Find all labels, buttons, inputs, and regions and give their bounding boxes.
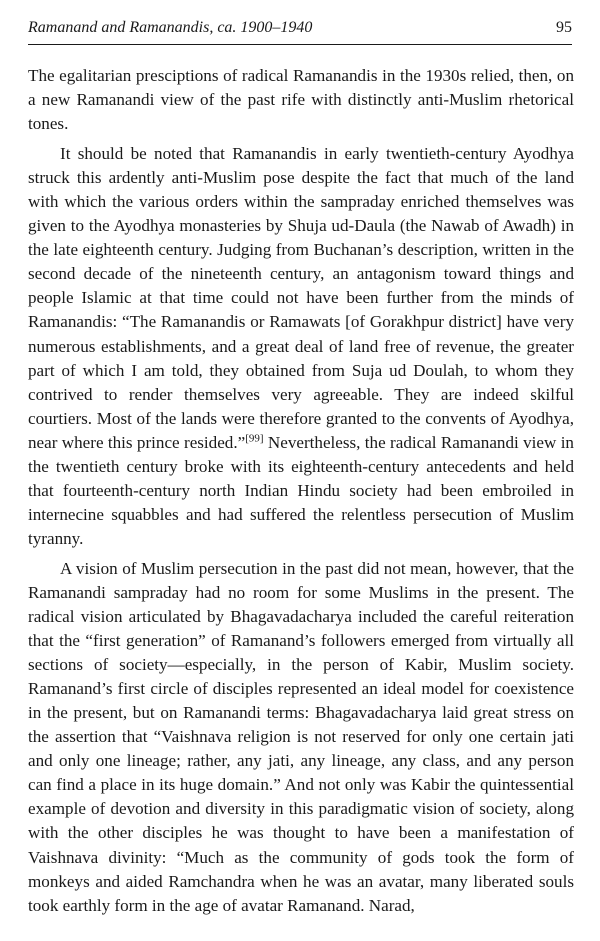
paragraph-3-text: A vision of Muslim persecution in the past did not mean, however, that the Ramanandi sampraday had no room for some Muslims in the present. The radical vision articulated by Bhagavadacharya included the careful reiteration that the “first generation” of Ramanand’s followers emerged from virtually all sections of society—especially, in the person of Kabir, Muslim society. Ramanand’s first circle of disciples represented an ideal model for coexistence in the present, but on Ramanandi terms: Bhagavadacharya laid great stress on the assertion that “Vaishnava religion is not reserved for only one certain jati and only one lineage; rather, any jati, any lineage, any class, and any person can find a place in its huge domain.” And not only was Kabir the quintessential example of devotion and diversity in this paradigmatic vision of society, along with the other disciples he was thought to have been a manifestation of Vaishnava divinity: “Much as the community of gods took the form of monkeys and aided Ramchandra when he was an avatar, many liberated souls took earthly form in the age of avatar Ramanand. Narad,	[28, 558, 574, 915]
footnote-marker: [99]	[245, 432, 264, 445]
running-title: Ramanand and Ramanandis, ca. 1900–1940	[28, 19, 313, 36]
body-text	[28, 64, 574, 918]
running-head	[28, 18, 572, 45]
paragraph-1-text: The egalitarian presciptions of radical Ramanandis in the 1930s relied, then, on a new Ramanandi view of the past rife with distinctly anti-Muslim rhetorical tones.	[28, 66, 574, 134]
paragraph-2-text-before: It should be noted that Ramanandis in early twentieth-century Ayodhya struck this ardently anti-Muslim pose despite the fact that much of the land with which the various orders within the sampraday enriched themselves was given to the Ayodhya monasteries by Shuja ud-Daula (the Nawab of Awadh) in the late eighteenth century. Judging from Buchanan’s description, written in the second decade of the nineteenth century, an antagonism toward things and people Islamic at that time could not have been further from the minds of Ramanandis: “The Ramanandis or Ramawats [of Gorakhpur district] have very numerous establishments, and a great deal of land free of revenue, the greater part of which I am told, they obtained from Suja ud Doulah, to whom they contrived to render themselves very agreeable. They are indeed skilful courtiers. Most of the lands were therefore granted to the convents of Ayodhya, near where this prince resided.”	[28, 144, 574, 452]
paragraph-2	[28, 142, 574, 551]
paragraph-2-text-after: Nevertheless, the radical Ramanandi view in the twentieth century broke with its eighteenth-century antecedents and held that fourteenth-century north Indian Hindu society had been embroiled in internecine squabbles and had suffered the relentless persecution of Muslim tyranny.	[28, 432, 574, 548]
page-number: 95	[556, 19, 572, 36]
paragraph-3	[28, 557, 574, 918]
paragraph-1	[28, 64, 574, 136]
